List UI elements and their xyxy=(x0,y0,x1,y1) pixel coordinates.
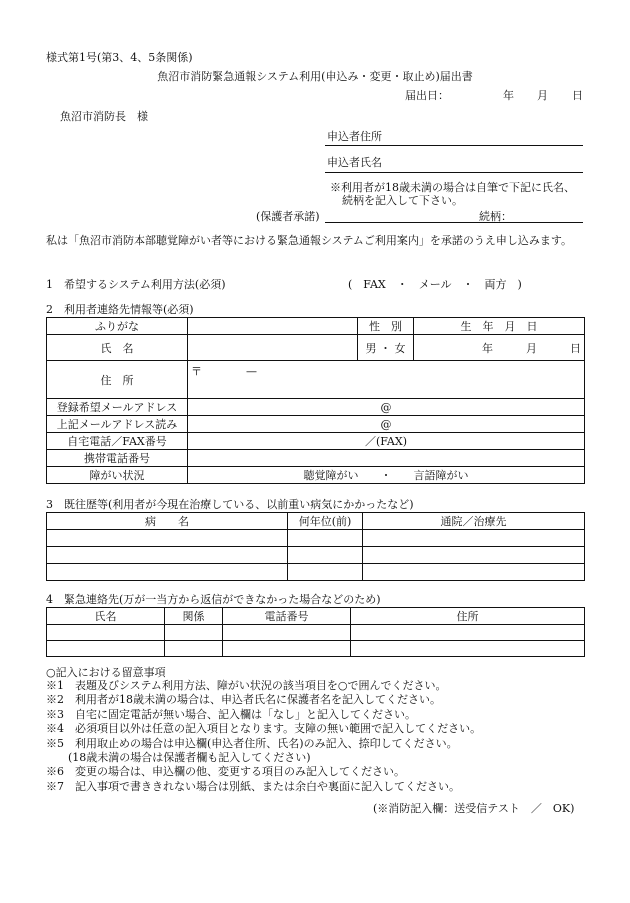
applicant-address-line[interactable] xyxy=(325,145,583,146)
section3-label: 3 既往歴等(利用者が今現在治療している、以前重い病気にかかったなど) xyxy=(46,498,414,511)
email-label: 登録希望メールアドレス xyxy=(47,399,188,416)
medical-history-table xyxy=(46,512,585,581)
birth-label: 生 年 月 日 xyxy=(414,318,585,335)
contact-info-table xyxy=(46,317,585,484)
date-month: 月 xyxy=(537,89,548,102)
note-item: ※1 表題及びシステム利用方法、障がい状況の該当項目を○で囲んでください。 xyxy=(46,679,447,692)
address-input[interactable] xyxy=(188,361,585,399)
section4-label: 4 緊急連絡先(万が一当方から返信ができなかった場合などのため) xyxy=(46,593,381,606)
consent-text: 私は「魚沼市消防本部聴覚障がい者等における緊急通報システムご利用案内」を承諾のうえ申し込みます。 xyxy=(46,234,573,247)
notes-list xyxy=(46,679,481,794)
postal-mark: 〒 — xyxy=(191,365,257,378)
birth-input[interactable]: 年 月 日 xyxy=(414,335,585,361)
minor-note-line1: ※利用者が18歳未満の場合は自筆で下記に氏名、 xyxy=(330,181,575,194)
disability-label: 障がい状況 xyxy=(47,467,188,484)
relation-label: 続柄： xyxy=(479,210,512,223)
history-cell[interactable] xyxy=(363,530,585,547)
history-cell[interactable] xyxy=(288,564,363,581)
note-item: ※4 必須項目以外は任意の記入項目となります。支障の無い範囲で記入してください。 xyxy=(46,722,482,736)
contact-cell[interactable] xyxy=(223,625,351,641)
name-input[interactable] xyxy=(188,335,358,361)
col-contact-relation: 関係 xyxy=(165,608,223,625)
col-contact-phone: 電話番号 xyxy=(223,608,351,625)
note-item: ※7 記入事項で書ききれない場合は別紙、または余白や裏面に記入してください。 xyxy=(46,779,460,793)
history-cell[interactable] xyxy=(47,547,288,564)
contact-cell[interactable] xyxy=(223,641,351,657)
contact-cell[interactable] xyxy=(47,641,165,657)
form-number: 様式第1号(第3、4、5条関係) xyxy=(46,51,193,64)
phone-fax-label: 自宅電話／FAX番号 xyxy=(47,433,188,450)
note-item: ※2 利用者が18歳未満の場合は、申込者氏名に保護者名を記入してください。 xyxy=(46,693,441,707)
contact-cell[interactable] xyxy=(165,625,223,641)
applicant-name-label: 申込者氏名 xyxy=(327,156,382,169)
mobile-input[interactable] xyxy=(188,450,585,467)
history-cell[interactable] xyxy=(363,564,585,581)
note-item: ※6 変更の場合は、申込欄の他、変更する項目のみ記入してください。 xyxy=(46,765,405,779)
notes-heading: ○記入における留意事項 xyxy=(46,666,166,679)
col-disease: 病 名 xyxy=(47,513,288,530)
history-cell[interactable] xyxy=(288,530,363,547)
history-cell[interactable] xyxy=(363,547,585,564)
contact-cell[interactable] xyxy=(165,641,223,657)
section2-label: 2 利用者連絡先情報等(必須) xyxy=(46,303,194,316)
col-hospital: 通院／治療先 xyxy=(363,513,585,530)
applicant-address-label: 申込者住所 xyxy=(327,130,382,143)
note-item: (18歳未満の場合は保護者欄も記入してください) xyxy=(46,751,311,765)
col-contact-name: 氏名 xyxy=(47,608,165,625)
contact-cell[interactable] xyxy=(351,641,585,657)
email-reading-label: 上記メールアドレス読み xyxy=(47,416,188,433)
name-label: 氏 名 xyxy=(47,335,188,361)
guardian-line[interactable] xyxy=(325,222,583,223)
col-years: 何年位(前) xyxy=(288,513,363,530)
address-label: 住 所 xyxy=(47,361,188,399)
history-cell[interactable] xyxy=(47,564,288,581)
page-title: 魚沼市消防緊急通報システム利用(申込み・変更・取止め)届出書 xyxy=(157,70,473,83)
gender-label: 性 別 xyxy=(358,318,414,335)
applicant-name-line[interactable] xyxy=(325,172,583,173)
history-cell[interactable] xyxy=(288,547,363,564)
furigana-input[interactable] xyxy=(188,318,358,335)
date-label: 届出日： xyxy=(405,89,449,102)
mobile-label: 携帯電話番号 xyxy=(47,450,188,467)
gender-options[interactable]: 男 ・ 女 xyxy=(358,335,414,361)
section1-label: 1 希望するシステム利用方法(必須) xyxy=(46,278,226,291)
minor-note-line2: 続柄を記入して下さい。 xyxy=(342,194,463,207)
history-cell[interactable] xyxy=(47,530,288,547)
email-input[interactable]: @ xyxy=(188,399,585,416)
phone-fax-input[interactable]: ／(FAX) xyxy=(188,433,585,450)
col-contact-address: 住所 xyxy=(351,608,585,625)
note-item: ※5 利用取止めの場合は申込欄(申込者住所、氏名)のみ記入、捺印してください。 xyxy=(46,736,458,750)
date-day: 日 xyxy=(572,89,583,102)
fire-dept-field: (※消防記入欄：送受信テスト ／ OK) xyxy=(373,802,575,815)
usage-options[interactable]: ( FAX ・ メール ・ 両方 ) xyxy=(348,278,522,291)
contact-cell[interactable] xyxy=(47,625,165,641)
date-year: 年 xyxy=(503,89,514,102)
emergency-contact-table xyxy=(46,607,585,657)
email-reading-input[interactable]: @ xyxy=(188,416,585,433)
guardian-label: (保護者承諾) xyxy=(256,210,320,223)
note-item: ※3 自宅に固定電話が無い場合、記入欄は「なし」と記入してください。 xyxy=(46,707,416,721)
furigana-label: ふりがな xyxy=(47,318,188,335)
contact-cell[interactable] xyxy=(351,625,585,641)
disability-options[interactable]: 聴覚障がい ・ 言語障がい xyxy=(188,467,585,484)
addressee: 魚沼市消防長 様 xyxy=(60,110,148,123)
